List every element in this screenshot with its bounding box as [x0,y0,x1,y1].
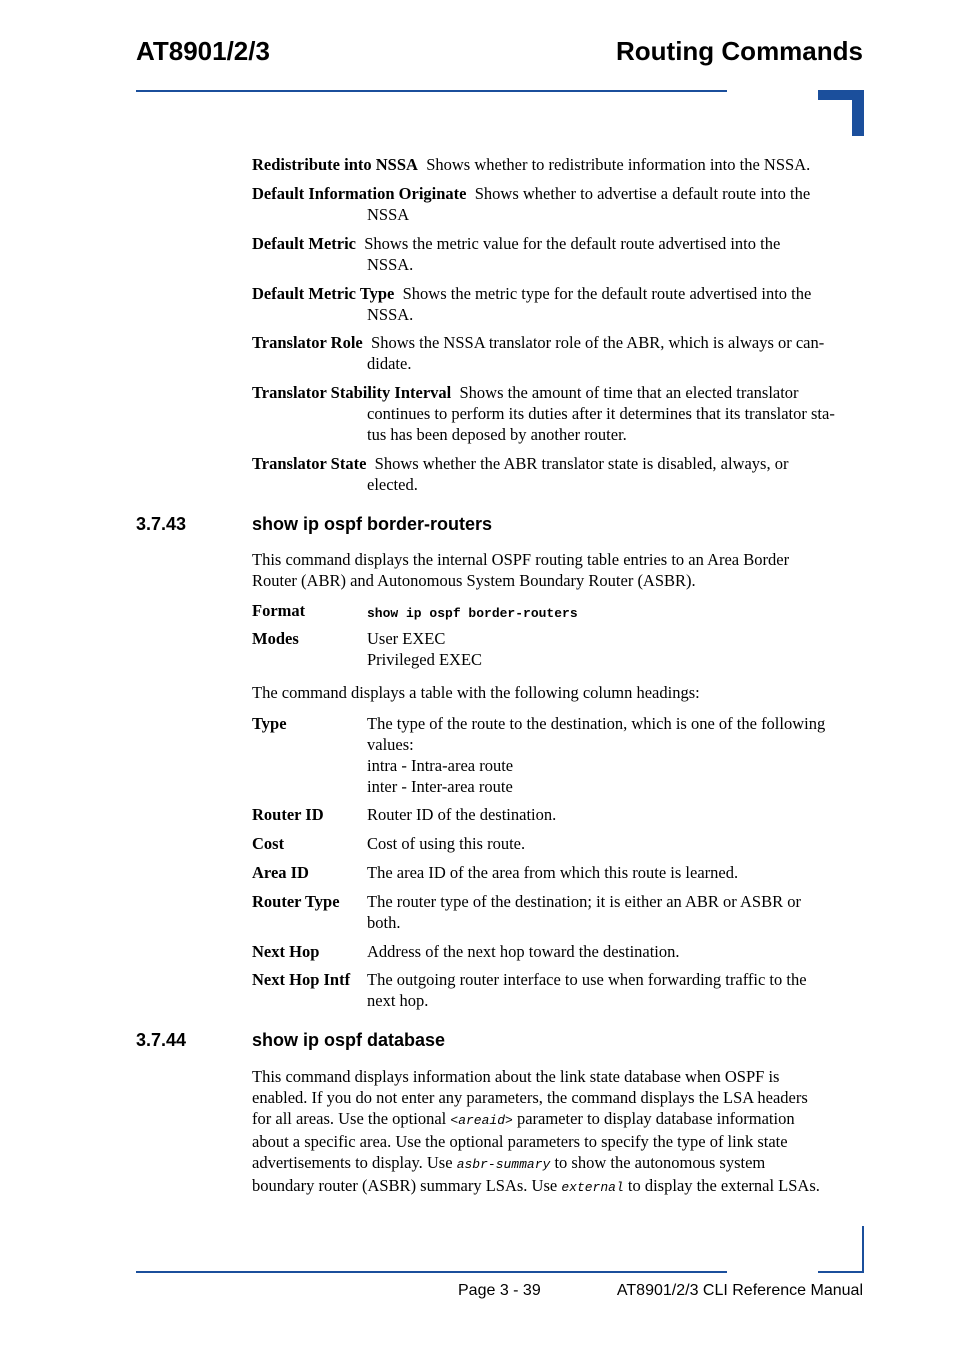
column-description-line: Router ID of the destination. [367,805,557,824]
definition-default-metric-type [252,283,864,325]
footer-manual-title: AT8901/2/3 CLI Reference Manual [616,1282,863,1299]
definition-text-cont: continues to perform its duties after it determines that its translator sta- [367,404,835,423]
format-command: show ip ospf border-routers [367,606,578,621]
column-description-line: values: [367,735,414,754]
column-description-line: both. [367,913,401,932]
definition-text: Shows the amount of time that an elected translator [459,383,799,402]
format-row [252,600,864,621]
text-run: parameter to display database information [512,1109,795,1128]
column-description-line: intra - Intra-area route [367,756,514,775]
section-title: show ip ospf database [252,1030,446,1050]
section-number: 3.7.43 [136,514,187,534]
definition-term: Translator Stability Interval [252,383,452,402]
footer-corner-rule [818,1271,864,1273]
modes-label: Modes [252,629,299,648]
column-description-line: The area ID of the area from which this route is learned. [367,863,739,882]
definition-default-information-originate [252,183,864,225]
paragraph-line: This command displays information about the link state database when OSPF is [252,1067,780,1086]
definition-text: Shows the NSSA translator role of the ABR, which is always or can- [371,333,825,352]
format-label: Format [252,601,306,620]
paragraph-line: This command displays the internal OSPF routing table entries to an Area Border [252,550,790,569]
header-corner-mark-vertical [852,90,864,136]
column-heading-label: Router ID [252,805,324,824]
definition-term: Translator Role [252,333,363,352]
header-chapter-title: Routing Commands [616,36,863,66]
paragraph-line [252,1175,864,1198]
header-rule [136,90,727,92]
definition-redistribute-into-nssa [252,154,864,175]
section-description [252,1066,864,1198]
column-heading-label: Cost [252,834,285,853]
definition-term: Translator State [252,454,367,473]
definition-text-cont: NSSA [367,205,410,224]
column-description-line: The outgoing router interface to use when forwarding traffic to the [367,970,807,989]
column-description-line: Cost of using this route. [367,834,526,853]
section-title: show ip ospf border-routers [252,514,493,534]
text-run: to display the external LSAs. [623,1176,820,1195]
definition-text: Shows whether to redistribute information into the NSSA. [426,155,811,174]
definition-text-cont: didate. [367,354,412,373]
column-heading-row [252,891,864,933]
column-heading-row [252,833,864,854]
definition-translator-role [252,332,864,374]
definition-term: Default Metric [252,234,356,253]
definition-translator-state [252,453,864,495]
column-description-line: The type of the route to the destination, which is one of the following [367,714,826,733]
section-number: 3.7.44 [136,1030,187,1050]
column-description-line: inter - Inter-area route [367,777,513,796]
footer-page-number: Page 3 - 39 [458,1282,541,1299]
header-product-title: AT8901/2/3 [136,36,270,66]
column-heading-label: Area ID [252,863,309,882]
definition-text-cont: elected. [367,475,418,494]
definition-term: Redistribute into NSSA [252,155,418,174]
column-description-line: Address of the next hop toward the destination. [367,942,680,961]
footer-rule [136,1271,727,1273]
column-description-line: next hop. [367,991,429,1010]
column-heading-row [252,804,864,825]
text-run: to show the autonomous system [550,1153,766,1172]
parameter-asbr-summary: asbr-summary [456,1157,551,1172]
text-run: boundary router (ASBR) summary LSAs. Use [252,1176,562,1195]
paragraph-line: enabled. If you do not enter any parameters, the command displays the LSA headers [252,1088,808,1107]
mode-user-exec: User EXEC [367,629,446,648]
column-description-line: The router type of the destination; it is either an ABR or ASBR or [367,892,801,911]
column-heading-row [252,969,864,1011]
text-run: advertisements to display. Use [252,1153,457,1172]
text-run: for all areas. Use the optional [252,1109,451,1128]
column-heading-label: Router Type [252,892,340,911]
mode-privileged-exec: Privileged EXEC [367,650,483,669]
paragraph-line: about a specific area. Use the optional parameters to specify the type of link state [252,1132,788,1151]
column-heading-row [252,713,864,797]
definition-text: Shows the metric value for the default route advertised into the [364,234,781,253]
column-heading-row [252,862,864,883]
definition-text-cont: tus has been deposed by another router. [367,425,627,444]
column-heading-label: Next Hop Intf [252,970,351,989]
definition-text: Shows whether to advertise a default route into the [474,184,811,203]
parameter-areaid: <areaid> [450,1113,513,1128]
modes-row [252,628,864,670]
definition-default-metric [252,233,864,275]
paragraph-line [252,1152,864,1175]
definition-text-cont: NSSA. [367,255,414,274]
paragraph-line: Router (ABR) and Autonomous System Boundary Router (ASBR). [252,571,696,590]
column-heading-label: Type [252,714,287,733]
definition-text-cont: NSSA. [367,305,414,324]
column-heading-row [252,941,864,962]
table-intro: The command displays a table with the following column headings: [252,683,700,702]
footer-corner-mark [862,1226,864,1273]
definition-translator-stability-interval [252,382,864,445]
section-intro [252,549,864,591]
definition-text: Shows the metric type for the default route advertised into the [402,284,812,303]
definition-term: Default Information Originate [252,184,467,203]
column-heading-label: Next Hop [252,942,320,961]
parameter-external: external [561,1180,624,1195]
paragraph-line [252,1108,864,1131]
definition-text: Shows whether the ABR translator state is disabled, always, or [374,454,789,473]
definition-term: Default Metric Type [252,284,395,303]
